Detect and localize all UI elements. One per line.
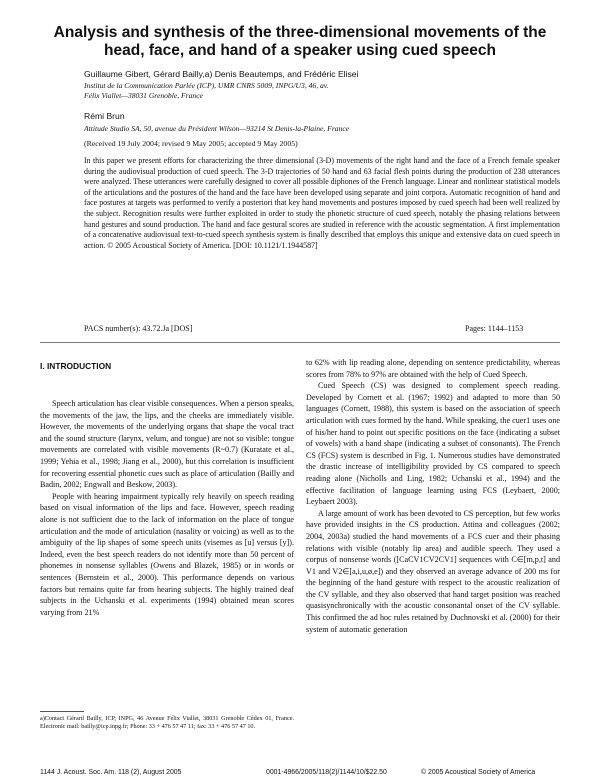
section-heading-introduction: I. INTRODUCTION	[40, 361, 112, 371]
section-divider	[40, 342, 560, 343]
affiliation-icp: Institut de la Communication Parlée (ICP), UMR CNRS 5009, INPG/U3, 46, av. Félix Viallet—38031 Grenoble, France	[84, 81, 329, 100]
article-title: Analysis and synthesis of the three-dimensional movements of the head, face, and hand of a speaker using cued speech	[53, 24, 547, 59]
intro-paragraph-2: People with hearing impairment typically rely heavily on speech reading based on visual information of the lips and face. However, speech reading alone is not sufficient due to the lack of information on the place of tongue articulation and the mode of articulation (nasality or voicing) as well as to the ambiguity of the lip shapes of some speech units (visemes as [u] versus [y]). Indeed, even the best speech readers do not identify more than 50 percent of phonemes in nonsense syllables (Owens and Blazek, 1985) or in words or sentences (Bernstein et al., 2000). This performance depends on various factors but remains quite far from hearing subjects. The highly trained deaf subjects in the Uchanski et al. experiments (1994) obtained mean scores varying from 21%	[40, 491, 294, 617]
footer-journal-citation: 1144 J. Acoust. Soc. Am. 118 (2), August 2005	[40, 769, 182, 776]
intro-paragraph-continued: to 62% with lip reading alone, depending on sentence predictability, whereas scores from 78% to 97% are obtained with the help of Cued Speech.	[306, 358, 560, 379]
intro-paragraph-1: Speech articulation has clear visible consequences. When a person speaks, the movements of the jaw, the lips, and the cheeks are immediately visible. However, the movements of the underlying organs that shape the vocal tract and the sound structure (larynx, velum, and tongue) are not so visible: tongue movements are correlated with visible movements (R~0.7) (Kuratate et al., 1999; Yehia et al., 1998; Jiang et al., 2000), but this correlation is insufficient for recovering essential phonetic cues such as place of articulation (Bailly and Badin, 2002; Engwall and Beskow, 2003).	[40, 399, 294, 490]
intro-paragraph-4: A large amount of work has been devoted to CS perception, but few works have provided insights in the CS production. Attina and colleagues (2002; 2004, 2003a) studied the hand movements of a FCS cuer and their phasing relations with visible (notably lip area) and audible speech. They used a corpus of nonsense words ([CaCV1CV2CV1] sequences with C∈[m,p,t] and V1 and V2∈[a,i,u,ø,e]) and they observed an average advance of 200 ms for the beginning of the hand gesture with respect to the acoustic realization of the CV syllable, and they also observed that hand target position was reached quasisynchronically with the acoustic consonantal onset of the CV syllable. This confirmed the ad hoc rules retained by Duchnovski et al. (2000) for their system of automatic generation	[306, 508, 560, 634]
author-list: Guillaume Gibert, Gérard Bailly,a) Denis Beautemps, and Frédéric Elisei	[84, 69, 359, 79]
affiliation-attitude-studio: Attitude Studio SA, 50, avenue du Président Wilson—93214 St Denis-la-Plaine, France	[84, 124, 350, 133]
footer-issn: 0001-4966/2005/118(2)/1144/10/$22.50	[266, 769, 387, 776]
author-brun: Rémi Brun	[84, 111, 125, 121]
right-column	[306, 357, 560, 635]
received-dates: (Received 19 July 2004; revised 9 May 2005; accepted 9 May 2005)	[84, 139, 298, 148]
left-column	[40, 360, 294, 618]
pacs-numbers: PACS number(s): 43.72.Ja [DOS]	[84, 324, 193, 333]
footnote-rule	[40, 711, 84, 712]
intro-paragraph-3: Cued Speech (CS) was designed to complement speech reading. Developed by Cornett et al. (1967; 1992) and adapted to more than 50 languages (Cornett, 1988), this system is based on the association of speech articulation with cues formed by the hand. While speaking, the cuer1 uses one of his/her hand to point out specific positions on the face (indicating a subset of vowels) with a hand shape (indicating a subset of consonants). The French CS (FCS) system is described in Fig. 1. Numerous studies have demonstrated the drastic increase of intelligibility provided by CS compared to speech reading alone (Nicholls and Ling, 1982; Uchanski et al., 1994) and the effective facilitation of language learning using FCS (Leybaert, 2000; Leybaert 2003).	[306, 381, 560, 507]
footnote-contact: a)Contact Gérard Bailly, ICP, INPG, 46 Avenue Félix Viallet, 38031 Grenoble Cédex 01, France. Electronic mail: bailly@icp.inpg.fr; Phone: 33 + 476 57 47 11; fax: 33 + 476 57 47 10.	[40, 715, 294, 731]
abstract: In this paper we present efforts for characterizing the three dimensional (3-D) movements of the right hand and the face of a French female speaker during the audiovisual production of cued speech. The 3-D trajectories of 50 hand and 63 facial flesh points during the production of 238 utterances were analyzed. These utterances were carefully designed to cover all possible diphones of the French language. Linear and nonlinear statistical models of the articulations and the postures of the hand and the face have been developed using separate and joint corpora. Automatic recognition of hand and face postures at targets was performed to verify a posteriori that key hand movements and postures imposed by cued speech had been well realized by the subject. Recognition results were further exploited in order to study the phonetic structure of cued speech, notably the phasing relations between hand gestures and sound production. The hand and face gestural scores are studied in reference with the acoustic segmentation. A first implementation of a concatenative audiovisual text-to-cued speech synthesis system is finally described that employs this unique and extensive data on cued speech in action. © 2005 Acoustical Society of America. [DOI: 10.1121/1.1944587]	[84, 156, 560, 250]
footer-copyright: © 2005 Acoustical Society of America	[421, 769, 536, 776]
page-range: Pages: 1144–1153	[465, 324, 524, 333]
